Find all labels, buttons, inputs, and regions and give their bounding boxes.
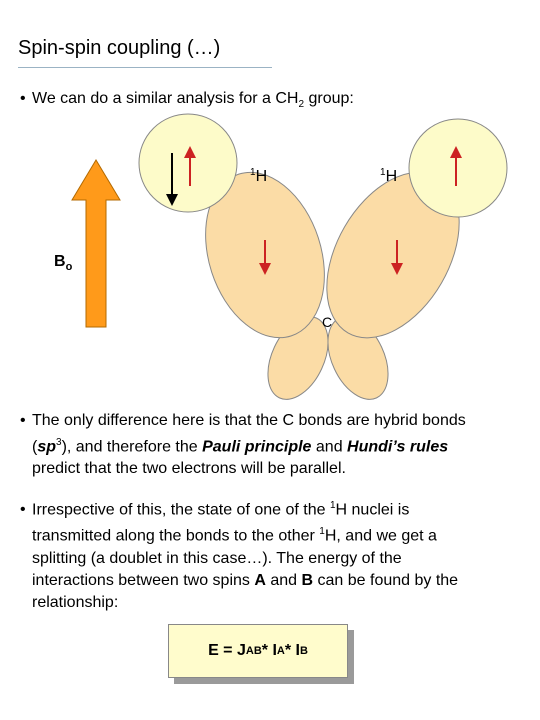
bullet-coupling-transmission: • Irrespective of this, the state of one of the $^1$H nuclei is transmitted along the bonds to the other $^1$H, and we get a splitting (a doublet in this case…). The energy of the interactions between two spins A and B can be found by the relationship: <box>20 495 525 614</box>
bullet-dot: • <box>20 90 26 107</box>
bullet-hybrid-line2: $(sp^3)$, and therefore the Pauli principle and Hundi’s rules <box>32 437 449 456</box>
ch2-spin-diagram <box>0 110 540 410</box>
bullet-coupling-line4: interactions between two spins A and B can be found by the <box>32 571 459 589</box>
title-underline <box>18 67 272 68</box>
coupling-energy-formula: E = J AB * I A * I B <box>168 624 348 678</box>
bullet-hybrid-line3: predict that the two electrons will be parallel. <box>32 460 346 478</box>
bullet-hybrid-line1: The only difference here is that the C bonds are hybrid bonds <box>32 412 466 429</box>
bullet-coupling-line2: transmitted along the bonds to the other $^1$H, and we get a <box>32 526 437 545</box>
bullet-coupling-line3: splitting (a doublet in this case…). The energy of the <box>32 549 402 567</box>
left-h-nucleus <box>139 114 237 212</box>
bullet-hybrid-bonds <box>20 410 525 480</box>
bullet-intro-text: We can do a similar analysis for a CH <box>32 90 299 107</box>
bullet-dot: • <box>20 501 26 519</box>
bullet-coupling-line5: relationship: <box>32 593 119 611</box>
carbon-label: C <box>322 314 333 330</box>
right-h-nucleus <box>409 119 507 217</box>
b-field-arrow <box>72 160 120 327</box>
right-h-label: $^1$H <box>380 167 398 185</box>
bullet-intro-suffix: group: <box>304 90 354 107</box>
b0-label: $B_o$ <box>54 253 73 273</box>
ch2-subscript: 2 <box>298 99 305 111</box>
left-h-label: $^1$H <box>250 167 268 185</box>
slide-title: Spin-spin coupling (…) <box>18 37 221 59</box>
bullet-dot: • <box>20 412 26 429</box>
